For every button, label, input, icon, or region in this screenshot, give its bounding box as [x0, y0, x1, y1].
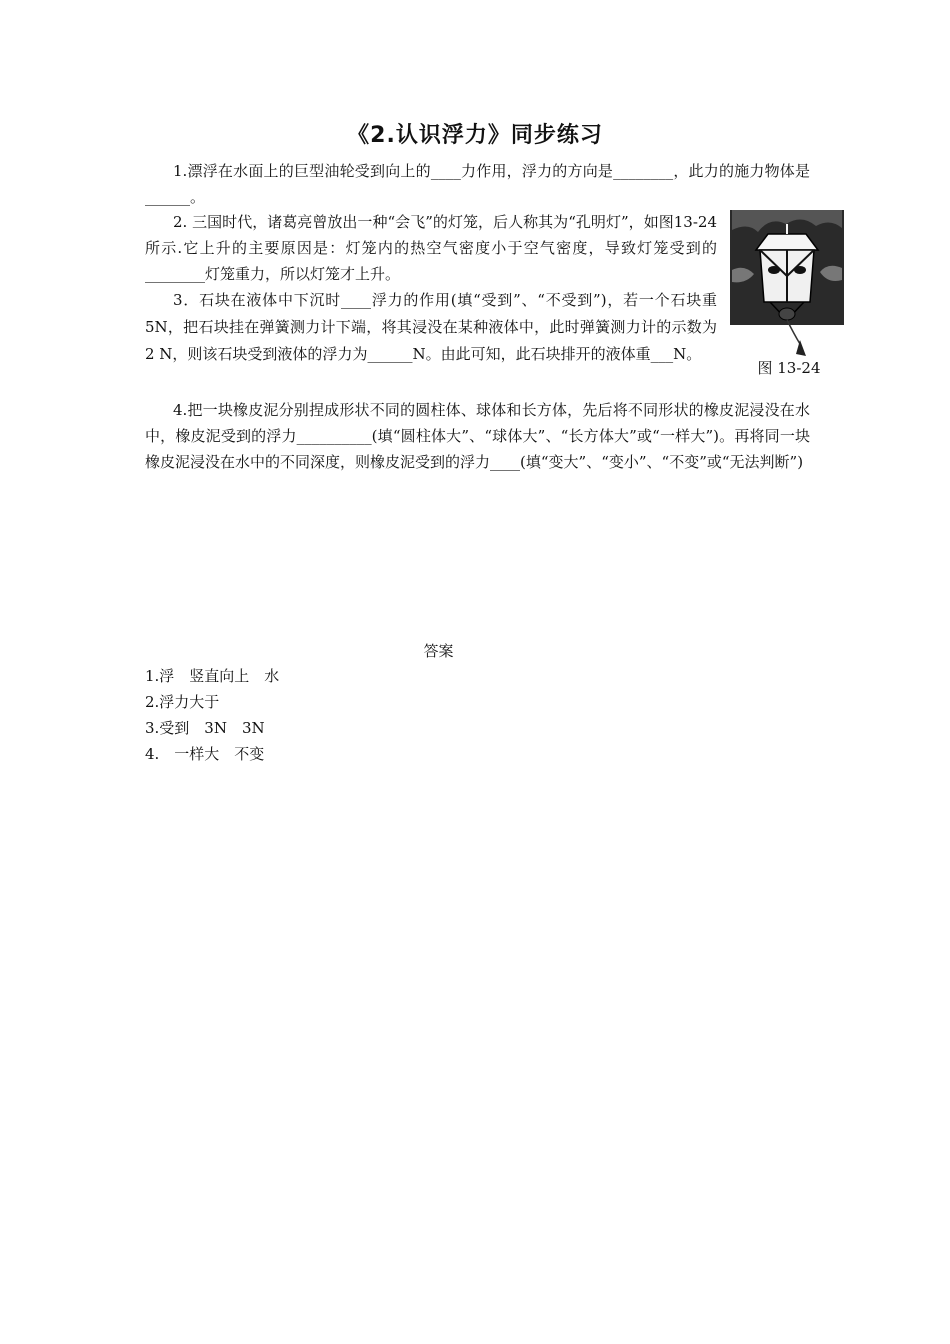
question-4: 4.把一块橡皮泥分别捏成形状不同的圆柱体、球体和长方体，先后将不同形状的橡皮泥浸没在水中，橡皮泥受到的浮力__________(填“圆柱体大”、“球体大”、“长方体大”或“一样大”)。再将同一块橡皮泥浸没在水中的不同深度，则橡皮泥受到的浮力____(填“变大”、“变小”、“不变”或“无法判断”) [145, 401, 810, 471]
question-1: 1.漂浮在水面上的巨型油轮受到向上的____力作用，浮力的方向是________，此力的施力物体是______。 [145, 162, 810, 206]
lantern-illustration-icon [730, 210, 844, 360]
answer-3: 3.受到 3N 3N [145, 719, 265, 737]
kongming-lantern-figure [730, 210, 844, 360]
answer-heading: 答案 [423, 642, 454, 660]
figure-caption: 图 13-24 [757, 359, 821, 377]
answer-1: 1.浮 竖直向上 水 [145, 667, 280, 685]
page-title: 《2.认识浮力》同步练习 [347, 123, 603, 148]
answer-4: 4. 一样大 不变 [145, 745, 265, 763]
answer-2: 2.浮力大于 [145, 693, 220, 711]
question-2: 2. 三国时代，诸葛亮曾放出一种“会飞”的灯笼，后人称其为“孔明灯”，如图13-24所示.它上升的主要原因是：灯笼内的热空气密度小于空气密度，导致灯笼受到的________灯笼重力，所以灯笼才上升。 [145, 213, 717, 283]
question-3: 3．石块在液体中下沉时____浮力的作用(填“受到”、“不受到”)，若一个石块重5N，把石块挂在弹簧测力计下端，将其浸没在某种液体中，此时弹簧测力计的示数为2 N，则该石块受到液体的浮力为______N。由此可知，此石块排开的液体重___N。 [145, 291, 717, 363]
